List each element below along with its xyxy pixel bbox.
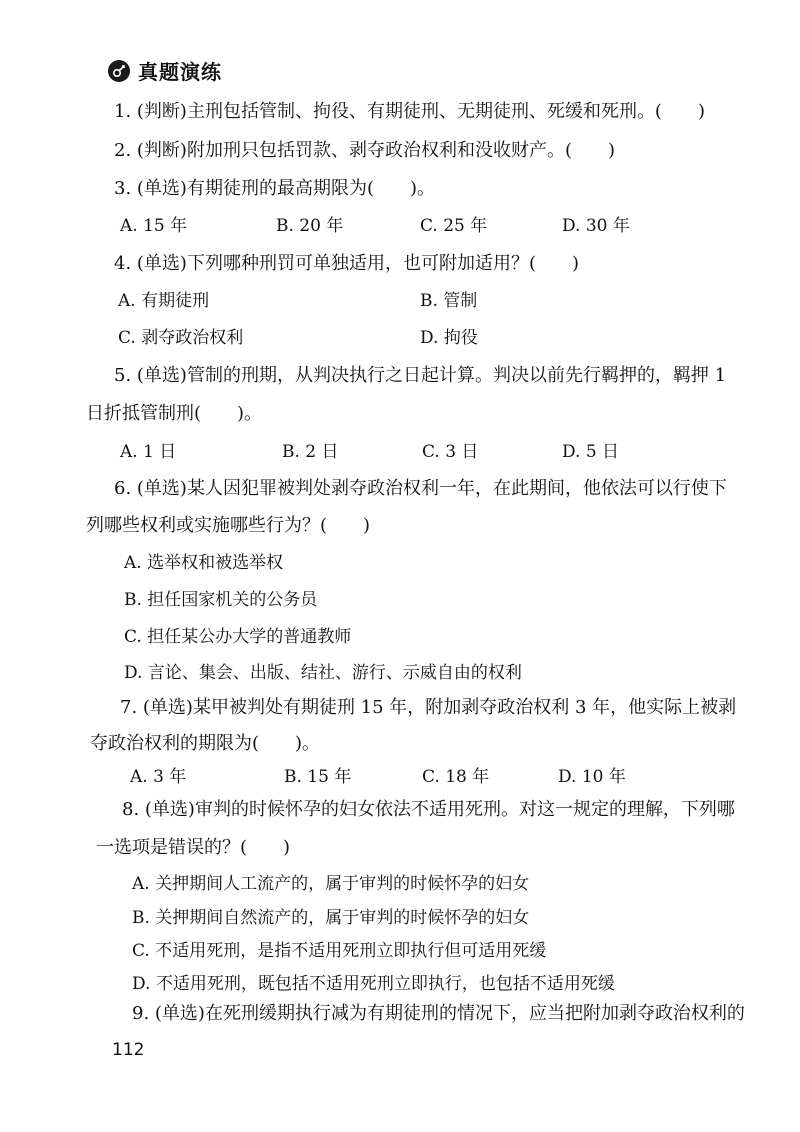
question-5-text-line1: 5. (单选)管制的刑期，从判决执行之日起计算。判决以前先行羁押的，羁押 1	[114, 365, 727, 386]
question-7-option-c: C. 18 年	[422, 767, 490, 787]
question-7-option-d: D. 10 年	[558, 767, 626, 787]
question-6-option-a: A. 选举权和被选举权	[124, 553, 284, 573]
question-6-text-line2: 列哪些权利或实施哪些行为？( )	[86, 515, 371, 536]
question-8-option-b: B. 关押期间自然流产的，属于审判的时候怀孕的妇女	[132, 908, 530, 928]
question-7-option-a: A. 3 年	[130, 767, 187, 787]
question-6-option-b: B. 担任国家机关的公务员	[124, 590, 318, 610]
question-1-text: 1. (判断)主刑包括管制、拘役、有期徒刑、无期徒刑、死缓和死刑。( )	[114, 101, 705, 122]
question-4-text: 4. (单选)下列哪种刑罚可单独适用，也可附加适用？( )	[114, 253, 579, 274]
question-4-option-d: D. 拘役	[420, 328, 478, 348]
question-6-option-c: C. 担任某公办大学的普通教师	[124, 627, 352, 647]
question-6-option-d: D. 言论、集会、出版、结社、游行、示威自由的权利	[124, 663, 522, 683]
question-5-option-b: B. 2 日	[282, 442, 339, 462]
question-8-option-c: C. 不适用死刑，是指不适用死刑立即执行但可适用死缓	[132, 941, 547, 961]
question-3-option-b: B. 20 年	[276, 216, 344, 236]
question-3-option-d: D. 30 年	[562, 216, 630, 236]
section-title: 真题演练	[138, 60, 222, 84]
question-8-option-a: A. 关押期间人工流产的，属于审判的时候怀孕的妇女	[132, 874, 530, 894]
question-4-option-c: C. 剥夺政治权利	[118, 328, 244, 348]
page-number: 112	[112, 1040, 145, 1060]
question-7-option-b: B. 15 年	[284, 767, 352, 787]
question-7-text-line2: 夺政治权利的期限为( )。	[90, 733, 321, 754]
question-8-text-line2: 一选项是错误的？( )	[96, 837, 291, 858]
question-3-option-a: A. 15 年	[120, 216, 188, 236]
question-8-option-d: D. 不适用死刑，既包括不适用死刑立即执行，也包括不适用死缓	[132, 974, 615, 994]
question-5-option-d: D. 5 日	[562, 442, 620, 462]
question-4-option-a: A. 有期徒刑	[118, 291, 210, 311]
question-3-option-c: C. 25 年	[420, 216, 488, 236]
section-heading	[108, 56, 222, 85]
question-3-text: 3. (单选)有期徒刑的最高期限为( )。	[114, 178, 435, 199]
question-4-option-b: B. 管制	[420, 291, 478, 311]
question-5-option-a: A. 1 日	[120, 442, 177, 462]
pen-circle-icon	[108, 60, 130, 82]
question-8-text-line1: 8. (单选)审判的时候怀孕的妇女依法不适用死刑。对这一规定的理解，下列哪	[122, 799, 735, 820]
question-2-text: 2. (判断)附加刑只包括罚款、剥夺政治权利和没收财产。( )	[114, 140, 615, 161]
question-7-text-line1: 7. (单选)某甲被判处有期徒刑 15 年，附加剥夺政治权利 3 年，他实际上被剥	[120, 697, 737, 718]
question-9-text: 9. (单选)在死刑缓期执行减为有期徒刑的情况下，应当把附加剥夺政治权利的	[132, 1003, 745, 1024]
question-6-text-line1: 6. (单选)某人因犯罪被判处剥夺政治权利一年，在此期间，他依法可以行使下	[114, 478, 727, 499]
question-5-option-c: C. 3 日	[422, 442, 479, 462]
question-5-text-line2: 日折抵管制刑( )。	[86, 403, 263, 424]
